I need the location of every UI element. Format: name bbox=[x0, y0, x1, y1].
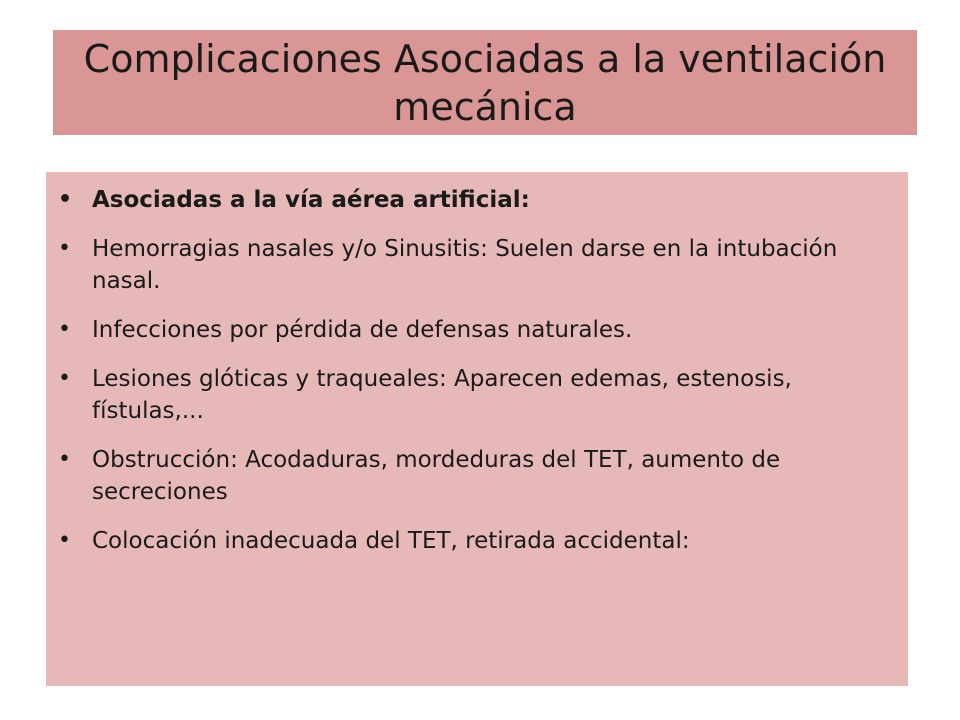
bullet-item-lesiones bbox=[58, 363, 874, 427]
bullet-icon: • bbox=[58, 366, 71, 391]
bullet-icon: • bbox=[58, 528, 71, 553]
bullet-text: Asociadas a la vía aérea artificial: bbox=[92, 187, 530, 213]
slide-title-banner bbox=[53, 30, 917, 135]
slide-title: Complicaciones Asociadas a la ventilación mecánica bbox=[83, 36, 887, 129]
bullet-item-colocacion bbox=[58, 525, 874, 557]
bullet-text: Infecciones por pérdida de defensas naturales. bbox=[92, 317, 633, 343]
bullet-item-via-aerea bbox=[58, 184, 874, 216]
bullet-icon: • bbox=[58, 447, 71, 472]
bullet-icon: • bbox=[58, 317, 71, 342]
bullet-text: Colocación inadecuada del TET, retirada accidental: bbox=[92, 528, 690, 554]
bullet-icon: • bbox=[58, 236, 71, 261]
bullet-icon: • bbox=[58, 187, 73, 212]
bullet-item-infecciones bbox=[58, 314, 874, 346]
bullet-item-hemorragias bbox=[58, 233, 874, 297]
bullet-item-obstruccion bbox=[58, 444, 874, 508]
bullet-text: Lesiones glóticas y traqueales: Aparecen edemas, estenosis, fístulas,... bbox=[92, 366, 792, 424]
bullet-text: Hemorragias nasales y/o Sinusitis: Suelen darse en la intubación nasal. bbox=[92, 236, 838, 294]
bullet-list bbox=[58, 184, 874, 557]
slide-content-panel bbox=[46, 172, 908, 686]
bullet-text: Obstrucción: Acodaduras, mordeduras del TET, aumento de secreciones bbox=[92, 447, 781, 505]
